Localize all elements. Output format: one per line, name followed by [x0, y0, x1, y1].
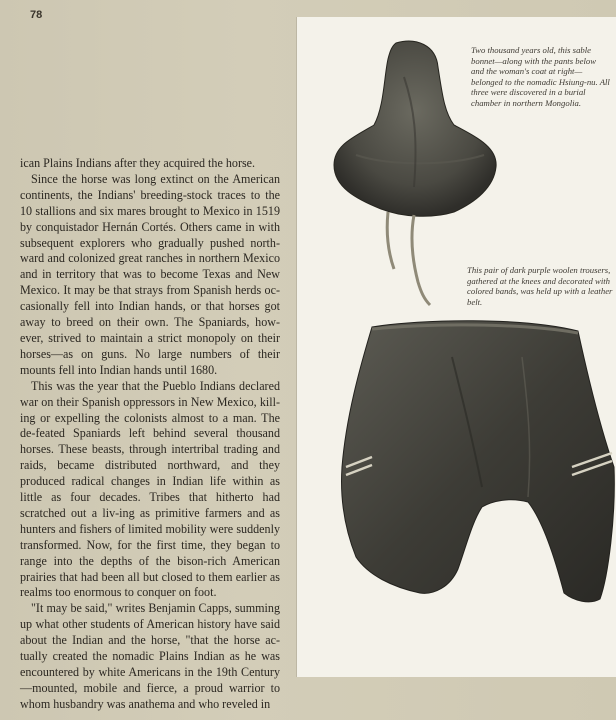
body-paragraph: "It may be said," writes Benjamin Capps, summing up what other students of American history have said about the Indian and the horse, "that the horse ac-tually created the nomadic Plains Indian as he was encountered by white Americans in the 19th Century —mounted, mobile and fierce, a proud warrior to whom husbandry was anathema and who reveled in	[20, 601, 280, 711]
bonnet-caption: Two thousand years old, this sable bonnet—along with the pants below and the woman's coat at right—belonged to the nomadic Hsiung-nu. All three were discovered in a burial chamber in northern Mongolia.	[471, 45, 610, 108]
body-paragraph: This was the year that the Pueblo Indians declared war on their Spanish oppressors in New Mexico, kill-ing or expelling the colonists almost to a man. The de-feated Spaniards left behind several thousand horses. These beasts, through intertribal trading and raids, became distributed northward, and they produced radical changes in Indian life within as little as four decades. Tribes that hitherto had scratched out a liv-ing as primitive farmers and as hunters and fishers of limited mobility were suddenly transformed. Now, for the first time, they began to range into the depths of the bison-rich American prairies that had been all but closed to them earlier as realms too enormous to conquer on foot.	[20, 378, 280, 600]
body-paragraph: Since the horse was long extinct on the American continents, the Indians' breeding-stock traces to the 10 stallions and six mares brought to Mexico in 1519 by conquistador Hernán Cortés. Others came in with subsequent explorers who gradually pushed north-ward and colonized great ranches in northern Mexico and in territory that was to become Texas and New Mexico. It may be that strays from Spanish herds oc-casionally fell into Indian hands, or that horses got away to breed on their own. The Spaniards, how-ever, strived to maintain a strict monopoly on their horses—as on guns. No large numbers of their mounts fell into Indian hands until 1680.	[20, 171, 280, 377]
trousers-caption: This pair of dark purple woolen trousers, gathered at the knees and decorated with colored bands, was held up with a leather belt.	[467, 265, 613, 307]
photo-panel	[296, 17, 616, 677]
woolen-trousers-photo	[332, 317, 616, 607]
body-text-column	[20, 156, 280, 713]
sable-bonnet-photo	[326, 37, 506, 317]
page-number: 78	[30, 9, 43, 21]
body-paragraph: ican Plains Indians after they acquired the horse.	[20, 156, 256, 170]
